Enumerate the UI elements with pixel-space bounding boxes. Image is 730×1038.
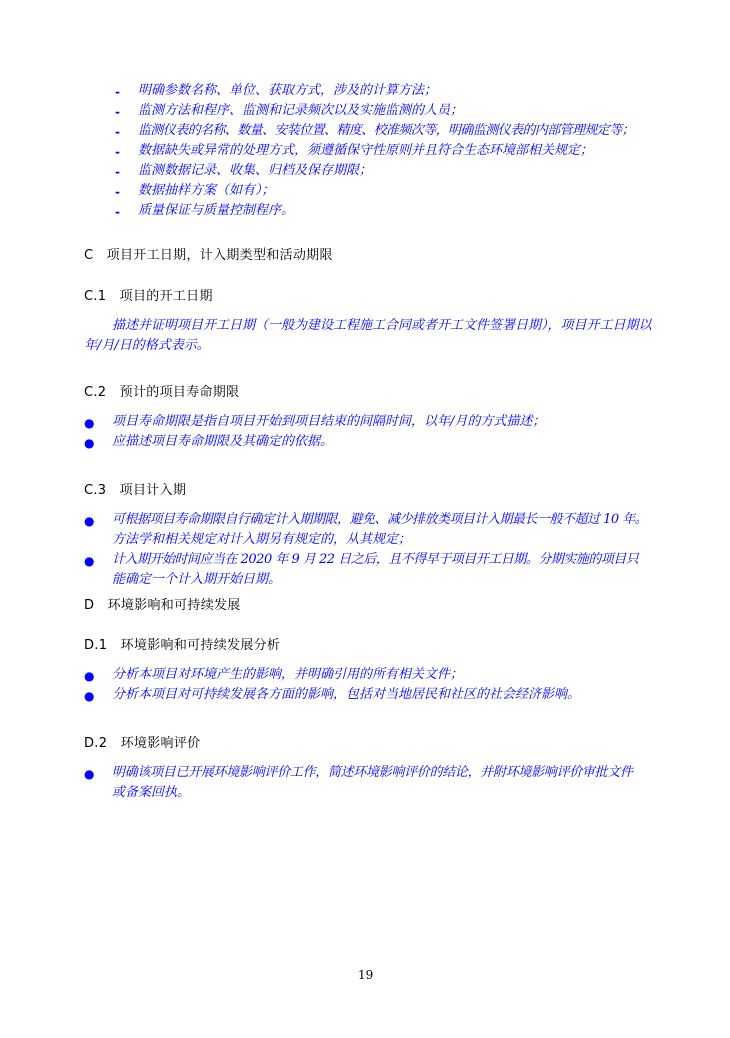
list-item (115, 121, 120, 142)
section-d1-title: D.1 环境影响和可持续发展分析 (84, 638, 281, 653)
list-item-text: 明确该项目已开展环境影响评价工作，简述环境影响评价的结论，并附环境影响评价审批文件 (112, 765, 633, 780)
dot-marker: ● (84, 416, 95, 430)
bullet-dot (84, 763, 94, 784)
section-c2-title: C.2 预计的项目寿命期限 (84, 385, 240, 400)
section-d-title: D 环境影响和可持续发展 (84, 598, 241, 613)
list-item-text: 方法学和相关规定对计入期另有规定的，从其规定； (112, 532, 412, 547)
bullet-dot (84, 665, 94, 686)
list-item-text: 可根据项目寿命期限自行确定计入期期限，避免、减少排放类项目计入期最长一般不超过 10 年。 (112, 512, 648, 527)
list-item-text: 监测数据记录、收集、归档及保存期限； (138, 163, 373, 178)
list-item-text: 监测仪表的名称、数量、安装位置、精度、校准频次等，明确监测仪表的内部管理规定等； (138, 123, 635, 138)
list-item-text: 质量保证与质量控制程序。 (138, 203, 295, 218)
page-number: 19 (358, 968, 374, 982)
list-item-text: 应描述项目寿命期限及其确定的依据。 (112, 434, 334, 449)
c1-paragraph-line: 描述并证明项目开工日期（一般为建设工程施工合同或者开工文件签署日期），项目开工日期以 (112, 318, 652, 333)
list-item (115, 181, 120, 202)
dash-marker: - (115, 85, 120, 99)
list-item-text: 分析本项目对环境产生的影响，并明确引用的所有相关文件； (112, 667, 464, 682)
list-item-text: 能确定一个计入期开始日期。 (112, 572, 282, 587)
list-item-text: 计入期开始时间应当在 2020 年 9 月 22 日之后，且不得早于项目开工日期。分期实施的项目只 (112, 552, 639, 567)
list-item-text: 或备案回执。 (112, 785, 191, 800)
section-c3-title: C.3 项目计入期 (84, 483, 187, 498)
bullet-dot (84, 432, 94, 453)
list-item-text: 监测方法和程序、监测和记录频次以及实施监测的人员； (138, 103, 464, 118)
dot-marker: ● (84, 669, 95, 683)
bullet-dot (84, 412, 94, 433)
dash-marker: - (115, 145, 120, 159)
list-item-text: 数据缺失或异常的处理方式，须遵循保守性原则并且符合生态环境部相关规定； (138, 143, 594, 158)
bullet-dot (84, 550, 94, 571)
dot-marker: ● (84, 767, 95, 781)
list-item-text: 数据抽样方案（如有）； (138, 183, 275, 198)
list-item-text: 分析本项目对可持续发展各方面的影响，包括对当地居民和社区的社会经济影响。 (112, 687, 581, 702)
dash-marker: - (115, 165, 120, 179)
dot-marker: ● (84, 554, 95, 568)
dot-marker: ● (84, 514, 95, 528)
dash-marker: - (115, 185, 120, 199)
dot-marker: ● (84, 689, 95, 703)
list-item-text: 项目寿命期限是指自项目开始到项目结束的间隔时间，以年/月的方式描述； (112, 414, 546, 429)
dash-marker: - (115, 205, 120, 219)
list-item (115, 161, 120, 182)
dash-marker: - (115, 105, 120, 119)
section-d2-title: D.2 环境影响评价 (84, 736, 201, 751)
dot-marker: ● (84, 436, 95, 450)
list-item (115, 141, 120, 162)
bullet-dot (84, 685, 94, 706)
list-item-text: 明确参数名称、单位、获取方式，涉及的计算方法； (138, 83, 438, 98)
section-c1-title: C.1 项目的开工日期 (84, 289, 213, 304)
list-item (115, 101, 120, 122)
section-c-title: C 项目开工日期，计入期类型和活动期限 (84, 248, 333, 263)
c1-paragraph-line: 年/月/日的格式表示。 (84, 338, 210, 353)
dash-marker: - (115, 125, 120, 139)
list-item (115, 81, 120, 102)
list-item (115, 201, 120, 222)
bullet-dot (84, 510, 94, 531)
